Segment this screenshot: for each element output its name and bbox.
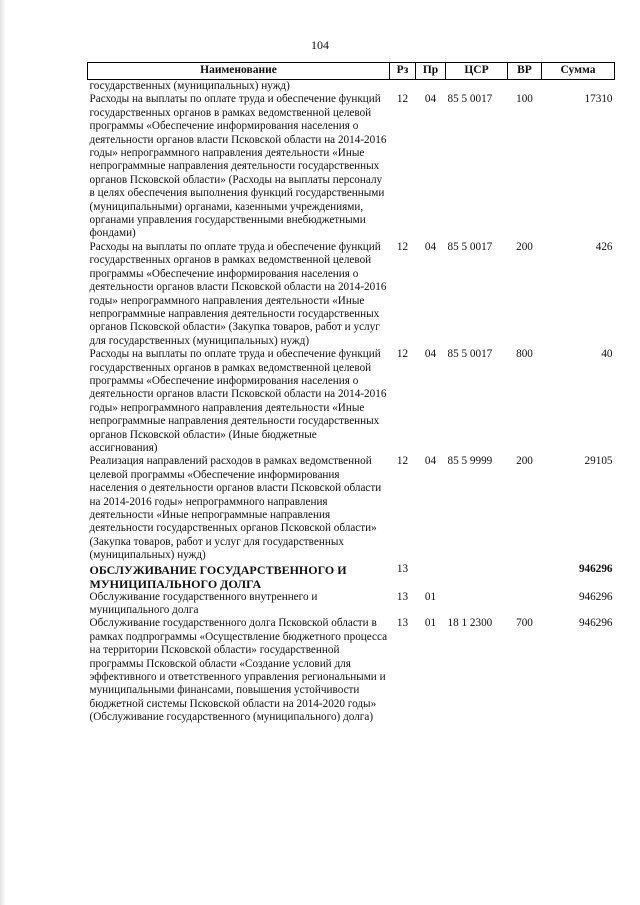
row-rz: 12 (396, 93, 409, 106)
row-csr: 85 5 9999 (447, 455, 493, 468)
row-csr (446, 563, 508, 591)
table-row (88, 93, 615, 240)
scan-edge-shadow (0, 0, 6, 905)
row-vr (508, 80, 542, 94)
header-sum: Сумма (542, 63, 615, 80)
row-name: ОБСЛУЖИВАНИЕ ГОСУДАРСТВЕННОГО И МУНИЦИПАЛЬНОГО ДОЛГА (89, 562, 347, 591)
header-pr: Пр (416, 63, 446, 80)
row-csr: 85 5 0017 (447, 93, 493, 106)
row-vr: 200 (516, 240, 533, 253)
row-sum: 29105 (584, 455, 613, 468)
row-rz: 12 (396, 455, 409, 468)
row-csr: 85 5 0017 (447, 240, 493, 253)
header-name: Наименование (88, 63, 390, 80)
page-number: 104 (311, 38, 329, 52)
row-name: Обслуживание государственного долга Псковской области в рамках подпрограммы «Осуществление бюджетного процесса на территории Псковской области» государственной программы Псковской области «Создание условий для эффективного и ответственного управления региональными и муниципальными финансами, повышения устойчивости бюджетной системы Псковской области на 2014-2020 годы» (Обслуживание государственного (муниципального) долга) (89, 617, 388, 724)
row-vr (508, 563, 542, 591)
row-sum: 40 (601, 348, 613, 361)
row-pr (416, 563, 446, 591)
row-pr: 04 (424, 93, 437, 106)
row-pr: 04 (424, 240, 437, 253)
budget-table (87, 62, 615, 725)
row-vr: 100 (516, 93, 533, 106)
table-row (88, 80, 615, 94)
row-rz: 13 (396, 590, 409, 603)
row-vr: 800 (516, 348, 533, 361)
table-row-section-heading (88, 563, 615, 591)
header-csr: ЦСР (446, 63, 508, 80)
row-sum: 426 (595, 240, 613, 253)
table-row (88, 455, 615, 562)
table-row (88, 348, 615, 455)
header-rz: Рз (390, 63, 416, 80)
row-name: Обслуживание государственного внутреннего и муниципального долга (89, 590, 318, 617)
row-rz: 12 (396, 348, 409, 361)
row-rz: 13 (396, 617, 409, 630)
row-pr (416, 80, 446, 94)
row-sum: 946296 (578, 562, 613, 575)
row-name: Расходы на выплаты по оплате труда и обеспечение функций государственных органов в рамках ведомственной целевой программы «Обеспечение информирования населения о деятельности органов власти Псковской области на 2014-2016 годы» непрограммного направления деятельности «Иные непрограммные направления деятельности государственных органов Псковской области» (Закупка товаров, работ и услуг для государственных (муниципальных) нужд) (89, 240, 387, 347)
row-name: Расходы на выплаты по оплате труда и обеспечение функций государственных органов в рамках ведомственной целевой программы «Обеспечение информирования населения о деятельности органов власти Псковской области на 2014-2016 годы» непрограммного направления деятельности «Иные непрограммные направления деятельности государственных органов Псковской области» (Иные бюджетные ассигнования) (89, 348, 387, 454)
row-vr (508, 591, 542, 618)
row-rz (390, 80, 416, 94)
table-header-row (88, 63, 615, 80)
row-csr (446, 80, 508, 94)
row-name: Расходы на выплаты по оплате труда и обеспечение функций государственных органов в рамках ведомственной целевой программы «Обеспечение информирования населения о деятельности органов власти Псковской области на 2014-2016 годы» непрограммного направления деятельности «Иные непрограммные направления деятельности государственных органов Псковской области» (Расходы на выплаты персоналу в целях обеспечения выполнения функций государственными (муниципальными) органами, казенными учреждениями, органами управления государственными внебюджетными фондами) (89, 93, 387, 240)
row-csr (446, 591, 508, 618)
row-pr: 01 (424, 617, 437, 630)
row-name: Реализация направлений расходов в рамках ведомственной целевой программы «Обеспечение информирования населения о деятельности органов власти Псковской области на 2014-2016 годы» непрограммного направления деятельности «Иные непрограммные направления деятельности государственных органов Псковской области» (Закупка товаров, работ и услуг для государственных (муниципальных) нужд) (89, 455, 382, 562)
row-rz: 12 (396, 240, 409, 253)
header-vr: ВР (508, 63, 542, 80)
table-row (88, 617, 615, 724)
row-csr: 18 1 2300 (447, 617, 493, 630)
table-row (88, 591, 615, 618)
row-rz: 13 (396, 562, 409, 575)
row-pr: 04 (424, 348, 437, 361)
row-vr: 200 (516, 455, 533, 468)
row-pr: 04 (424, 455, 437, 468)
row-csr: 85 5 0017 (447, 348, 493, 361)
row-vr: 700 (516, 617, 533, 630)
row-pr: 01 (424, 590, 437, 603)
row-sum: 946296 (578, 617, 613, 630)
row-name: государственных (муниципальных) нужд) (89, 80, 290, 92)
row-sum: 17310 (584, 93, 613, 106)
table-row (88, 241, 615, 348)
row-sum: 946296 (578, 590, 613, 603)
row-sum (542, 80, 615, 94)
